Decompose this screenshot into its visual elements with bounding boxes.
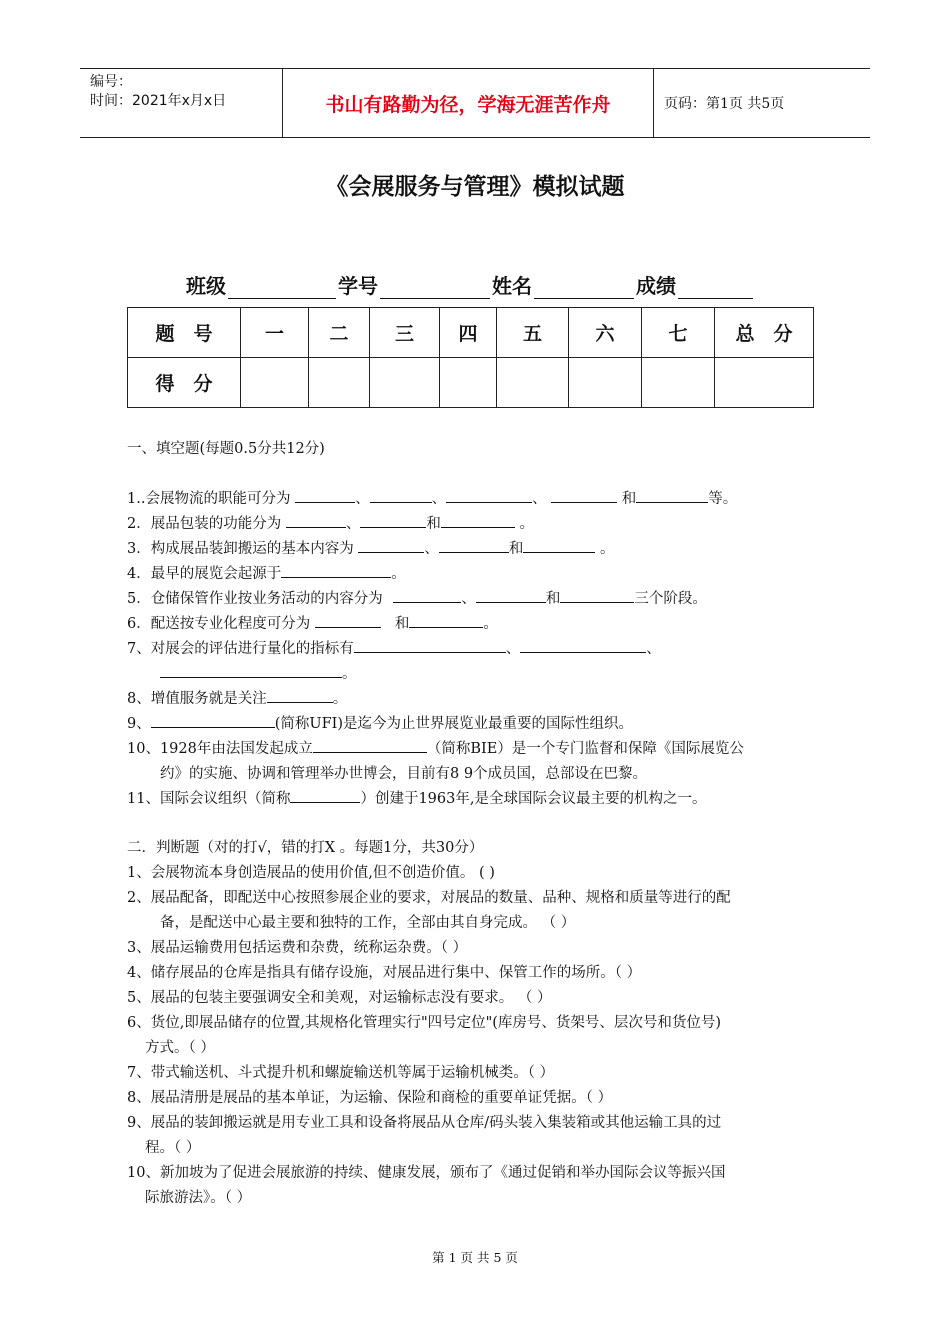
row-label-score: 得 分 xyxy=(128,358,241,408)
score-cell[interactable] xyxy=(241,358,309,408)
judgment-item: 4、储存展品的仓库是指具有储存设施，对展品进行集中、保管工作的场所。（ ） xyxy=(127,965,642,981)
column-header: 四 xyxy=(440,308,497,358)
judgment-item: 5、展品的包装主要强调安全和美观，对运输标志没有要求。 （ ） xyxy=(127,990,552,1006)
class-label: 班级 xyxy=(186,274,226,298)
column-header: 六 xyxy=(569,308,642,358)
column-header: 一 xyxy=(241,308,309,358)
section1-heading: 一、填空题(每题0.5分共12分) xyxy=(127,441,325,457)
score-cell[interactable] xyxy=(440,358,497,408)
table-row xyxy=(128,358,814,408)
score-blank[interactable] xyxy=(678,276,753,299)
judgment-item: 10、新加坡为了促进会展旅游的持续、健康发展，颁布了《通过促销和举办国际会议等振兴国 xyxy=(127,1165,726,1181)
question-5: 5．仓储保管作业按业务活动的内容分为 、 和 三个阶段。 xyxy=(127,587,707,608)
judgment-item: 3、展品运输费用包括运费和杂费，统称运杂费。（ ） xyxy=(127,940,468,956)
score-label: 成绩 xyxy=(636,274,676,298)
question-3: 3．构成展品装卸搬运的基本内容为 、 和 。 xyxy=(127,537,614,558)
time-label: 时间：2021年x月x日 xyxy=(90,93,227,109)
column-header: 二 xyxy=(309,308,370,358)
score-cell[interactable] xyxy=(370,358,440,408)
question-9: 9、 (简称UFI)是迄今为止世界展览业最重要的国际性组织。 xyxy=(127,712,633,733)
header-page-info: 页码：第1页 共5页 xyxy=(664,96,785,112)
judgment-item: 9、展品的装卸搬运就是用专业工具和设备将展品从仓库/码头装入集装箱或其他运输工具的过 xyxy=(127,1115,722,1131)
exam-title: 《会展服务与管理》模拟试题 xyxy=(325,174,625,200)
score-cell[interactable] xyxy=(309,358,370,408)
column-header: 七 xyxy=(642,308,715,358)
column-header: 五 xyxy=(497,308,569,358)
question-4: 4．最早的展览会起源于 。 xyxy=(127,562,406,583)
name-blank[interactable] xyxy=(534,276,634,299)
question-6: 6．配送按专业化程度可分为 和 。 xyxy=(127,612,498,633)
question-10: 10、1928年由法国发起成立 （简称BIE）是一个专门监督和保障《国际展览公 xyxy=(127,737,744,758)
score-table xyxy=(127,307,814,408)
judgment-item-cont: 方式。（ ） xyxy=(145,1040,215,1056)
question-1: 1..会展物流的职能可分为 、 、 、 和 等。 xyxy=(127,487,737,508)
page-footer: 第 1 页 共 5 页 xyxy=(432,1250,518,1265)
judgment-item: 2、展品配备，即配送中心按照参展企业的要求，对展品的数量、品种、规格和质量等进行的配 xyxy=(127,890,731,906)
question-7-cont: 。 xyxy=(160,662,357,683)
judgment-item: 8、展品清册是展品的基本单证，为运输、保险和商检的重要单证凭据。（ ） xyxy=(127,1090,613,1106)
student-id-blank[interactable] xyxy=(380,276,490,299)
question-10-cont: 约》的实施、协调和管理举办世博会，目前有8 9个成员国，总部设在巴黎。 xyxy=(160,766,648,782)
question-11: 11、国际会议组织（简称 ）创建于1963年,是全球国际会议最主要的机构之一。 xyxy=(127,787,706,808)
column-header: 三 xyxy=(370,308,440,358)
header-meta xyxy=(80,69,282,137)
row-label-question-number: 题 号 xyxy=(128,308,241,358)
score-cell[interactable] xyxy=(497,358,569,408)
section2-heading: 二．判断题（对的打√，错的打X 。每题1分，共30分） xyxy=(127,840,484,856)
judgment-item: 7、带式输送机、斗式提升机和螺旋输送机等属于运输机械类。（ ） xyxy=(127,1065,555,1081)
judgment-item-cont: 际旅游法》。（ ） xyxy=(145,1190,252,1206)
number-label: 编号： xyxy=(90,74,132,90)
judgment-item: 6、货位,即展品储存的位置,其规格化管理实行"四号定位"(库房号、货架号、层次号和货位号) xyxy=(127,1015,722,1031)
question-2: 2．展品包装的功能分为 、 和 。 xyxy=(127,512,534,533)
judgment-item-cont: 程。（ ） xyxy=(145,1140,201,1156)
question-8: 8、增值服务就是关注 。 xyxy=(127,687,347,708)
score-cell[interactable] xyxy=(642,358,715,408)
header-motto: 书山有路勤为径，学海无涯苦作舟 xyxy=(282,69,654,137)
student-id-label: 学号 xyxy=(338,274,378,298)
question-7: 7、对展会的评估进行量化的指标有 、 、 xyxy=(127,637,661,658)
class-blank[interactable] xyxy=(228,276,336,299)
score-cell[interactable] xyxy=(715,358,814,408)
page-header xyxy=(80,68,870,138)
table-row xyxy=(128,308,814,358)
judgment-item-cont: 备，是配送中心最主要和独特的工作，全部由其自身完成。 （ ） xyxy=(160,915,576,931)
score-cell[interactable] xyxy=(569,358,642,408)
column-header-total: 总 分 xyxy=(715,308,814,358)
judgment-item: 1、会展物流本身创造展品的使用价值,但不创造价值。 ( ) xyxy=(127,865,495,881)
student-info-row xyxy=(186,270,755,299)
name-label: 姓名 xyxy=(492,274,532,298)
